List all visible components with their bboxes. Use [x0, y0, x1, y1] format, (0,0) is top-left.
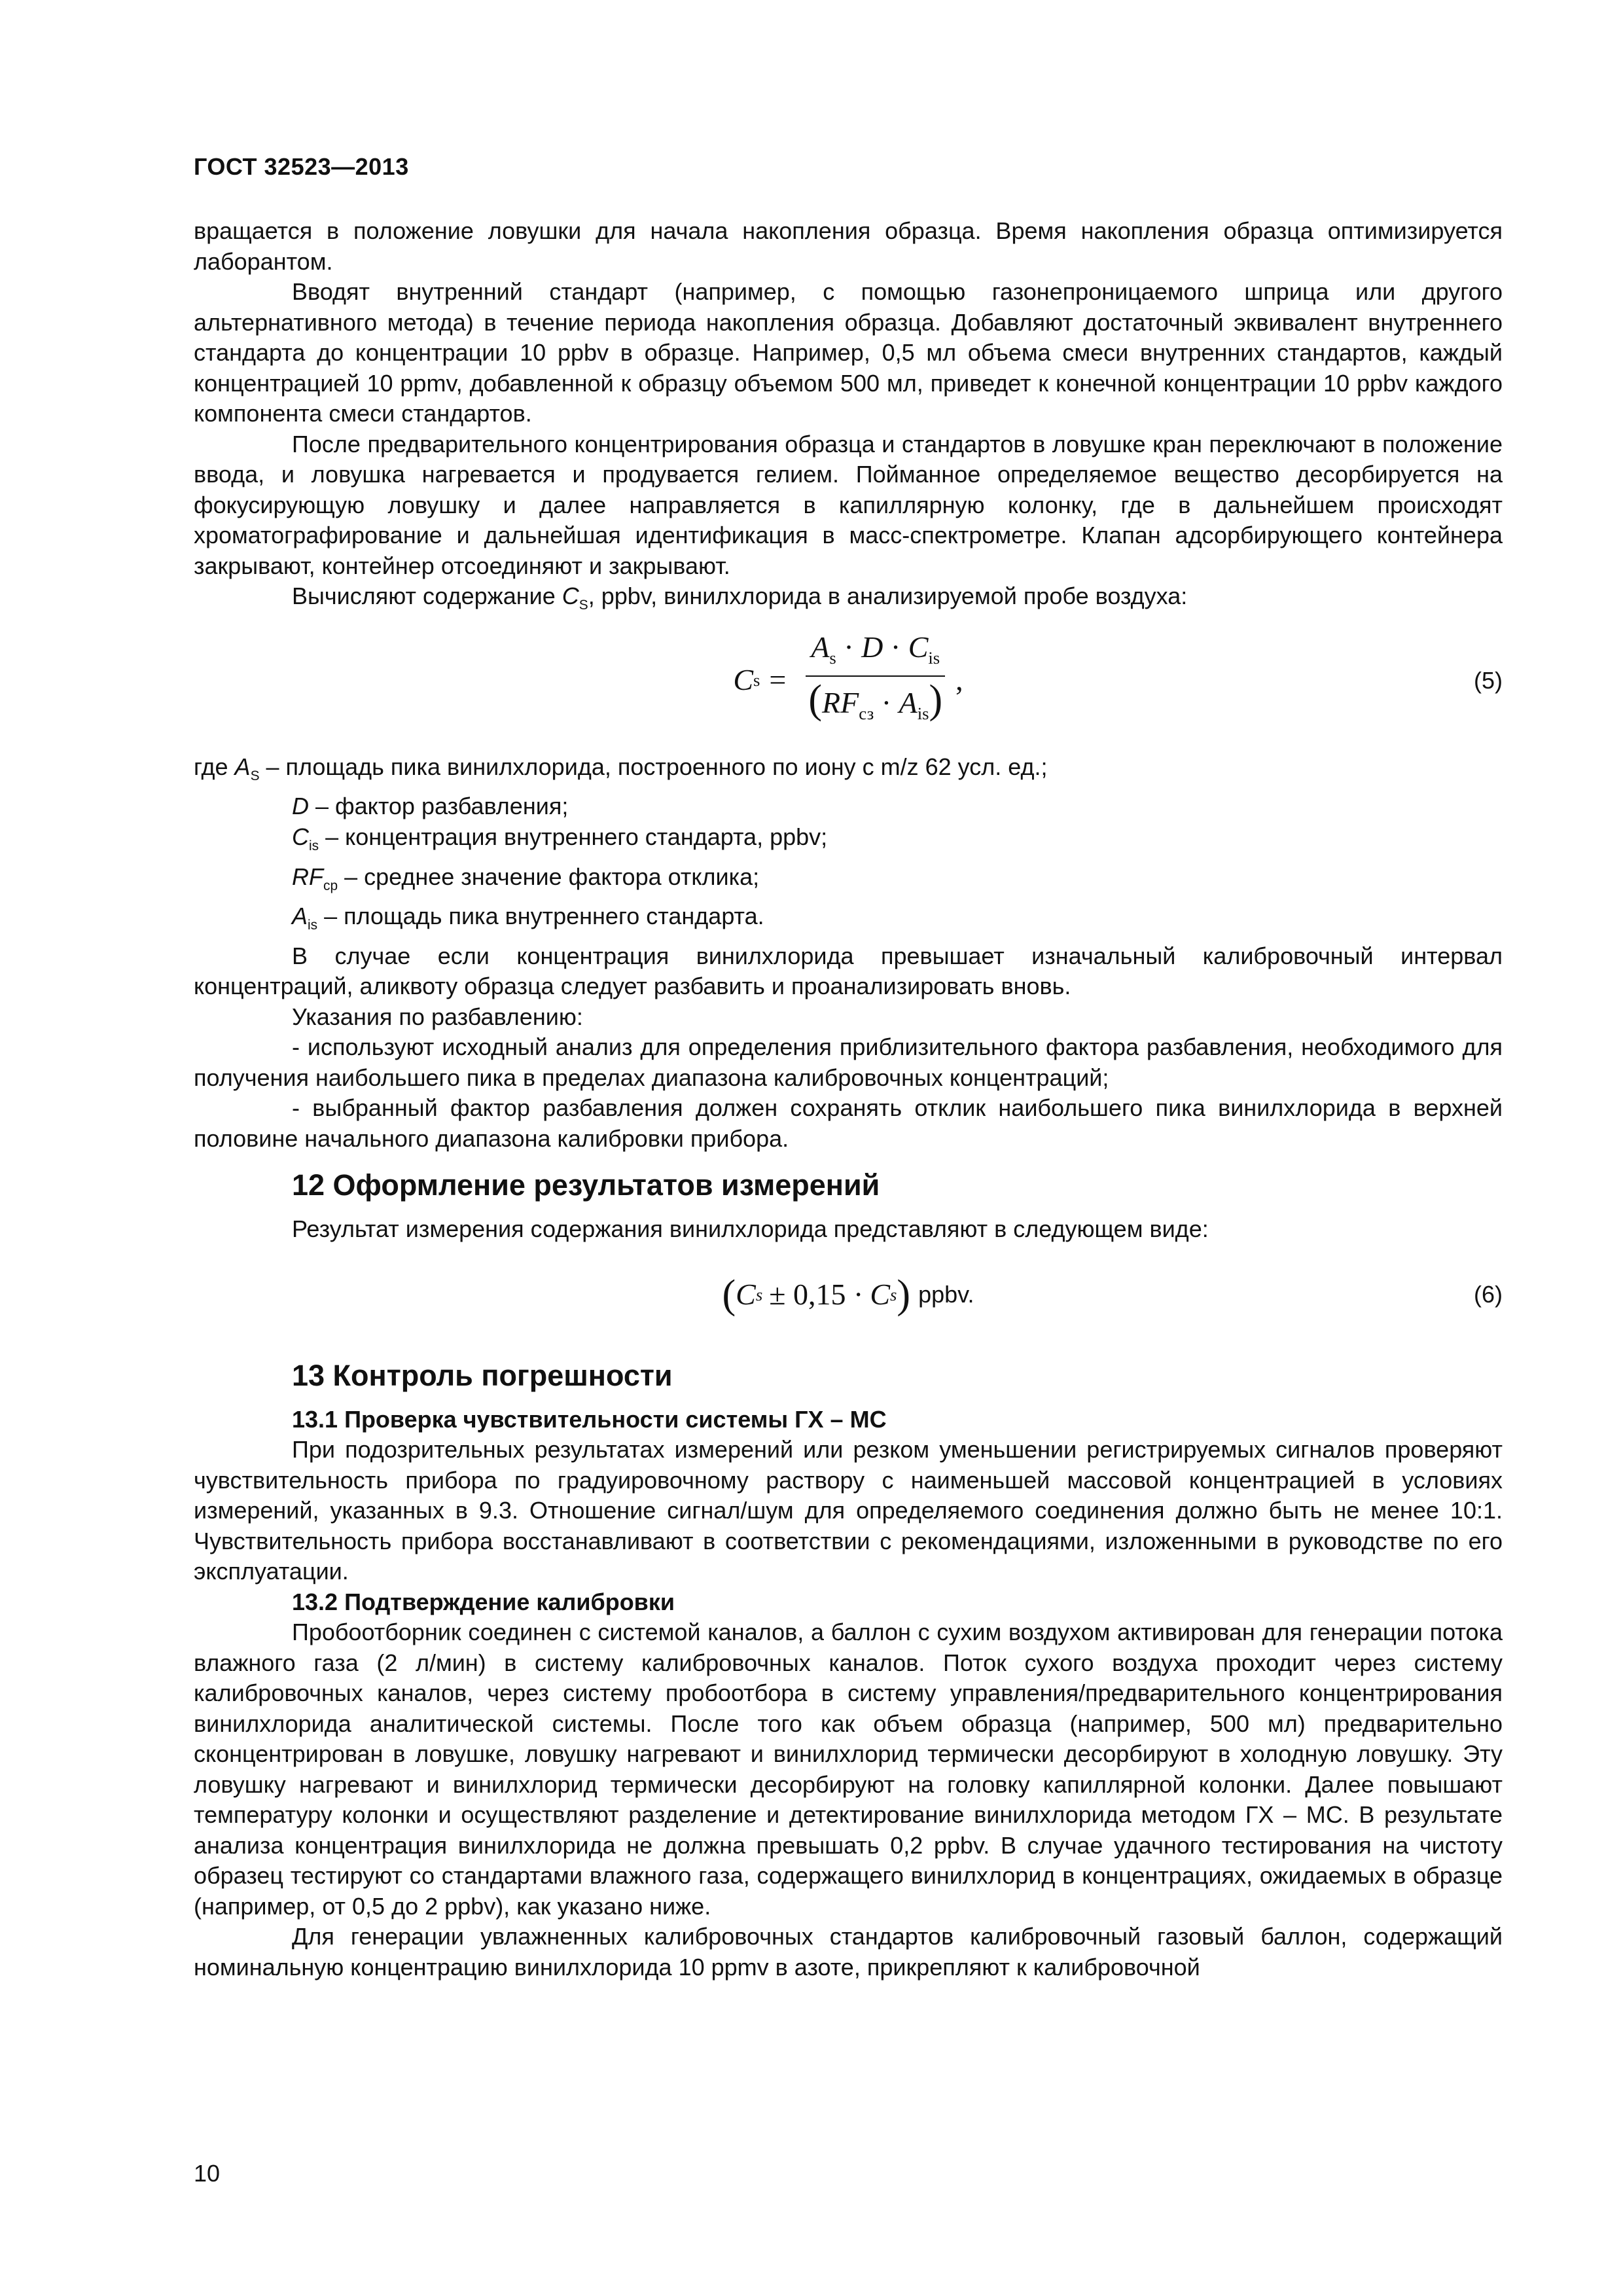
f5-den-rparen: ) — [929, 677, 943, 723]
f5-num-dot2: · — [890, 630, 901, 664]
f6-c1: C — [736, 1277, 756, 1311]
f5-den-a: A — [899, 686, 918, 720]
legend-text: – концентрация внутреннего стандарта, ppbv; — [319, 823, 828, 850]
f5-den-rf: RF — [822, 686, 859, 720]
legend-item-as — [194, 752, 1503, 792]
legend-symbol-sub: ср — [323, 878, 338, 893]
formula-6 — [194, 1262, 1503, 1327]
section-13-heading: 13 Контроль погрешности — [292, 1358, 673, 1392]
f6-plus-minus: ± 0,15 · — [769, 1277, 864, 1311]
f6-c1-sub: s — [755, 1284, 763, 1304]
f5-lhs-sub: s — [753, 670, 760, 691]
f5-num-c-sub: is — [928, 647, 940, 668]
legend-symbol: C — [292, 823, 309, 850]
f6-c2-sub: s — [890, 1284, 897, 1304]
f5-numerator — [806, 632, 945, 677]
legend-symbol: D — [292, 793, 309, 820]
paragraph-calc — [194, 581, 1503, 621]
legend-symbol-sub: is — [309, 838, 319, 854]
legend-item-d — [194, 791, 1503, 822]
section-12-heading: 12 Оформление результатов измерений — [292, 1168, 880, 1202]
f5-denominator — [803, 677, 948, 729]
calc-before: Вычисляют содержание — [292, 583, 562, 609]
subsection-13-2-text: Пробоотборник соединен с системой каналов, а баллон с сухим воздухом активирован для генерации потока влажного газа (2 л/мин) в систему калибровочных каналов. Поток сухого воздуха проходит через систему калибровочных каналов, через систему пробоотбора в систему управления/предварительного концентрирования винилхлорида аналитической системы. После того как объем образца (например, 500 мл) предварительно сконцентрирован в ловушке, ловушку нагревают и винилхлорид термически десорбируют в холодную ловушку. Эту ловушку нагревают и винилхлорид термически десорбируют на головку капиллярной колонки. Далее повышают температуру колонки и осуществляют разделение и детектирование винилхлорида методом ГХ – МС. В результате анализа концентрация винилхлорида не должна превышать 0,2 ppbv. В случае удачного тестирования на чистоту образец тестируют со стандартами влажного газа, содержащего винилхлорид в концентрациях, ожидаемых в образце (например, от 0,5 до 2 ppbv), как указано ниже. — [194, 1619, 1503, 1920]
subsection-13-1-heading: 13.1 Проверка чувствительности системы ГХ – МС — [292, 1405, 887, 1433]
legend-symbol: A — [292, 903, 308, 930]
formula-5 — [194, 632, 1503, 730]
formula-6-expression — [194, 1262, 1503, 1327]
legend-item-rf — [194, 862, 1503, 902]
legend-prefix: где — [194, 753, 235, 780]
f5-den-a-sub: is — [917, 704, 929, 724]
formula-5-number: (5) — [1474, 666, 1503, 694]
legend-item-ais — [194, 901, 1503, 941]
legend-symbol-sub: is — [308, 918, 318, 933]
formula-5-expression — [194, 632, 1503, 730]
legend-item-cis — [194, 822, 1503, 862]
document-header: ГОСТ 32523—2013 — [194, 153, 409, 180]
f6-unit: ppbv. — [918, 1280, 974, 1308]
calc-symbol-sub: S — [579, 598, 588, 613]
f5-lhs: C — [733, 663, 754, 697]
legend-symbol: A — [234, 753, 251, 780]
f5-den-dot: · — [881, 686, 892, 720]
page-number: 10 — [194, 2160, 221, 2187]
paragraph-dilution-2: Указания по разбавлению: — [292, 1003, 583, 1030]
paragraph-intro-3: После предварительного концентрирования образца и стандартов в ловушке кран переключают в положение ввода, и ловушка нагревается и продувается гелием. Пойманное определяемое вещество десорбируется на фокусирующую ловушку и далее направляется в капиллярную колонку, где в дальнейшем происходят хроматографирование и дальнейшая идентификация в масс-спектрометре. Клапан адсорбирующего контейнера закрывают, контейнер отсоединяют и закрывают. — [194, 430, 1503, 579]
legend-text: – площадь пика внутреннего стандарта. — [317, 903, 764, 930]
f5-comma: , — [955, 663, 963, 697]
f5-num-c: C — [908, 630, 929, 664]
f6-rparen: ) — [897, 1272, 911, 1317]
f5-num-dot1: · — [844, 630, 854, 664]
subsection-13-2-heading: 13.2 Подтверждение калибровки — [292, 1588, 675, 1615]
paragraph-dilution-4: - выбранный фактор разбавления должен сохранять отклик наибольшего пика винилхлорида в верхней половине начального диапазона калибровки прибора. — [194, 1094, 1503, 1152]
f5-fraction — [803, 632, 948, 729]
f5-den-lparen: ( — [808, 677, 823, 723]
f5-num-d: D — [861, 630, 883, 664]
legend-symbol-sub: S — [250, 768, 260, 783]
f6-c2: C — [870, 1277, 891, 1311]
legend-symbol: RF — [292, 863, 323, 890]
f5-num-a: A — [811, 630, 830, 664]
subsection-13-2-text-2: Для генерации увлажненных калибровочных стандартов калибровочный газовый баллон, содержащий номинальную концентрацию винилхлорида 10 ppmv в азоте, прикрепляют к калибровочной — [194, 1923, 1503, 1981]
f6-lparen: ( — [722, 1272, 736, 1317]
calc-symbol: C — [562, 583, 579, 609]
paragraph-dilution-1: В случае если концентрация винилхлорида превышает изначальный калибровочный интервал концентраций, аликвоту образца следует разбавить и проанализировать вновь. — [194, 942, 1503, 1000]
paragraph-intro-2: Вводят внутренний стандарт (например, с помощью газонепроницаемого шприца или другого альтернативного метода) в течение периода накопления образца. Добавляют достаточный эквивалент внутреннего стандарта до концентрации 10 ppbv в образце. Например, 0,5 мл объема смеси внутренних стандартов, каждый концентрацией 10 ppmv, добавленной к образцу объемом 500 мл, приведет к конечной концентрации 10 ppbv каждого компонента смеси стандартов. — [194, 278, 1503, 427]
section-12-text: Результат измерения содержания винилхлорида представляют в следующем виде: — [292, 1215, 1209, 1243]
f5-den-rf-sub: сз — [859, 704, 874, 724]
f5-num-a-sub: s — [829, 647, 836, 668]
paragraph-intro-1: вращается в положение ловушки для начала накопления образца. Время накопления образца оптимизируется лаборантом. — [194, 217, 1503, 275]
legend-text: – среднее значение фактора отклика; — [338, 863, 760, 890]
f5-equals: = — [769, 663, 787, 697]
formula-6-number: (6) — [1474, 1280, 1503, 1308]
legend-text: – фактор разбавления; — [309, 793, 569, 820]
page-content — [194, 216, 1503, 1982]
subsection-13-1-text: При подозрительных результатах измерений или резком уменьшении регистрируемых сигналов проверяют чувствительность прибора по градуировочному раствору с наименьшей массовой концентрацией в условиях измерений, указанных в 9.3. Отношение сигнал/шум для определяемого соединения должно быть не менее 10:1. Чувствительность прибора восстанавливают в соответствии с рекомендациями, изложенными в руководстве по его эксплуатации. — [194, 1436, 1503, 1585]
calc-after: , ppbv, винилхлорида в анализируемой пробе воздуха: — [588, 583, 1188, 609]
paragraph-dilution-3: - используют исходный анализ для определения приблизительного фактора разбавления, необходимого для получения наибольшего пика в пределах диапазона калибровочных концентраций; — [194, 1033, 1503, 1091]
legend-text: – площадь пика винилхлорида, построенного по иону с m/z 62 усл. ед.; — [259, 753, 1048, 780]
